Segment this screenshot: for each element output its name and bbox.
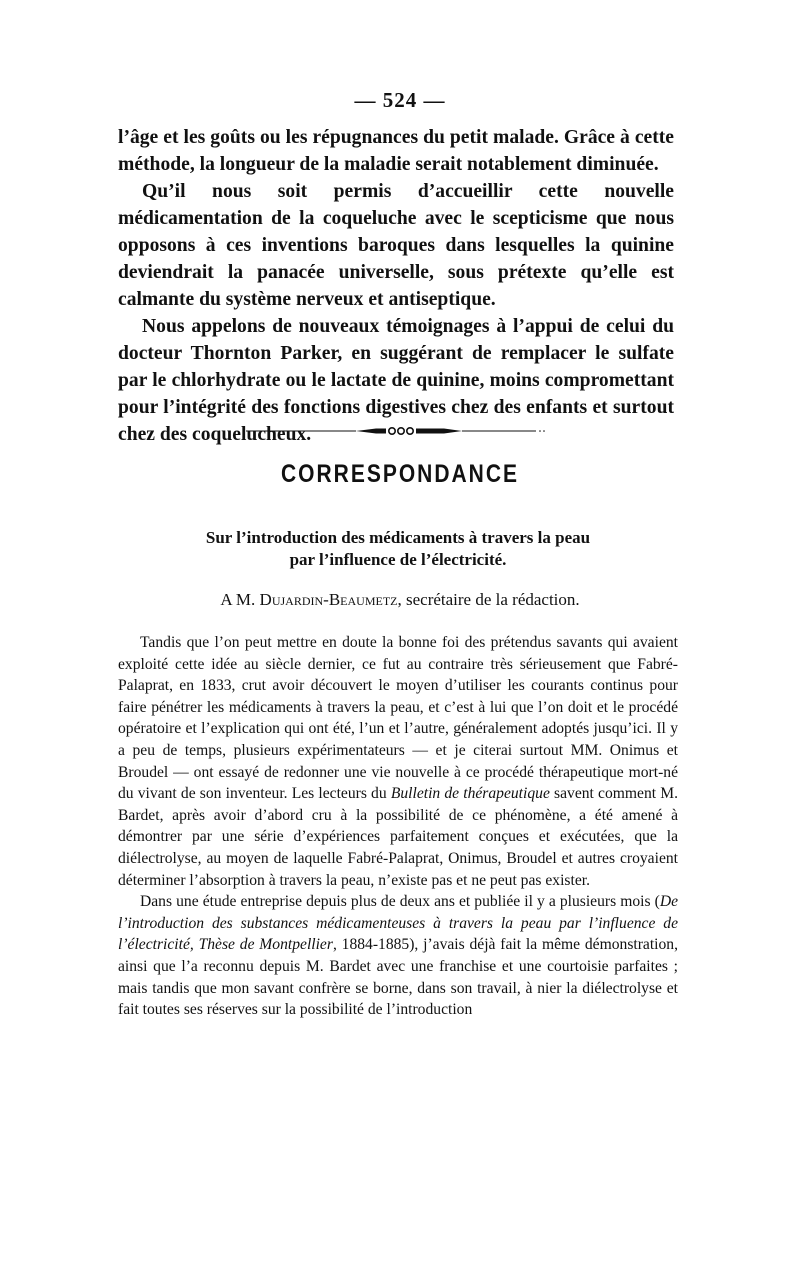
text-run: Dans une étude entreprise depuis plus de deux ans et publiée il y a plusieurs mois ( [140, 893, 660, 911]
text-run: , 1884-1885), j’avais déjà fait la même démonstration, ainsi que l’a reconnu depuis M. Bardet avec une franchise et une courtoisie parfaites ; mais tandis que mon savant confrère se borne, dans son travail, à nier la diélectrolyse et fait toutes ses réserves sur la possibilité de l’introduction [118, 936, 678, 1019]
letter-addressee [0, 590, 800, 610]
paragraph: l’âge et les goûts ou les répugnances du petit malade. Grâce à cette méthode, la longueur de la maladie serait notablement diminuée. [118, 127, 674, 175]
text-run: Tandis que l’on peut mettre en doute la bonne foi des prétendus savants qui avaient exploité cette idée au siècle dernier, ce fut au contraire très sérieusement que Fabré-Palaprat, en 1833, crut avoir découvert le moyen d’utiliser les courants continus pour faire pénétrer les médicaments à travers la peau, et c’est à lui que l’on doit et le procédé opératoire et l’explication qui ont été, l’un et l’autre, généralement adoptés jusqu’ici. Il y a peu de temps, plusieurs expérimentateurs — et je citerai surtout MM. Onimus et Broudel — ont essayé de redonner une vie nouvelle à ce procédé thérapeutique mort-né du vivant de son inventeur. Les lecteurs du [118, 634, 678, 803]
paragraph [118, 891, 678, 1021]
section-divider-ornament [246, 424, 546, 438]
article-title [118, 527, 678, 571]
text-run: savent comment M. Bardet, après avoir d’abord cru à la possibilité de ce phénomène, a été amené à démontrer par une série d’expériences parfaitement conçues et exécutées, que la diélectrolyse, au moyen de laquelle Fabré-Palaprat, Onimus, Broudel et autres croyaient déterminer l’absorption à travers la peau, n’existe pas et ne peut pas exister. [118, 785, 679, 889]
article-title-line: par l’influence de l’électricité. [289, 550, 507, 569]
previous-article-ending [118, 124, 674, 448]
paragraph: Qu’il nous soit permis d’accueillir cette nouvelle médicamentation de la coqueluche avec le scepticisme que nous opposons à ces inventions baroques dans lesquelles la quinine deviendrait la panacée universelle, sous prétexte qu’elle est calmante du système nerveux et antiseptique. [118, 181, 674, 310]
addressee-prefix: A M. [220, 590, 260, 609]
letter-body [118, 632, 678, 1021]
journal-title: Bulletin de thérapeutique [390, 785, 550, 803]
addressee-name: Dujardin-Beaumetz [259, 590, 398, 609]
section-heading: CORRESPONDANCE [280, 460, 520, 488]
article-title-line: Sur l’introduction des médicaments à travers la peau [205, 528, 591, 547]
paragraph [118, 632, 678, 891]
thesis-title: De l’introduction des substances médicamenteuses à travers la peau par l’influence de l’électricité, Thèse de Montpellier [118, 893, 678, 954]
addressee-role: , secrétaire de la rédaction. [397, 590, 580, 609]
paragraph: Nous appelons de nouveaux témoignages à l’appui de celui du docteur Thornton Parker, en suggérant de remplacer le sulfate par le chlorhydrate ou le lactate de quinine, moins compromettant pour l’intégrité des fonctions digestives chez des enfants et surtout chez des coquelucheux. [118, 316, 674, 445]
page-number: — 524 — [354, 88, 446, 112]
